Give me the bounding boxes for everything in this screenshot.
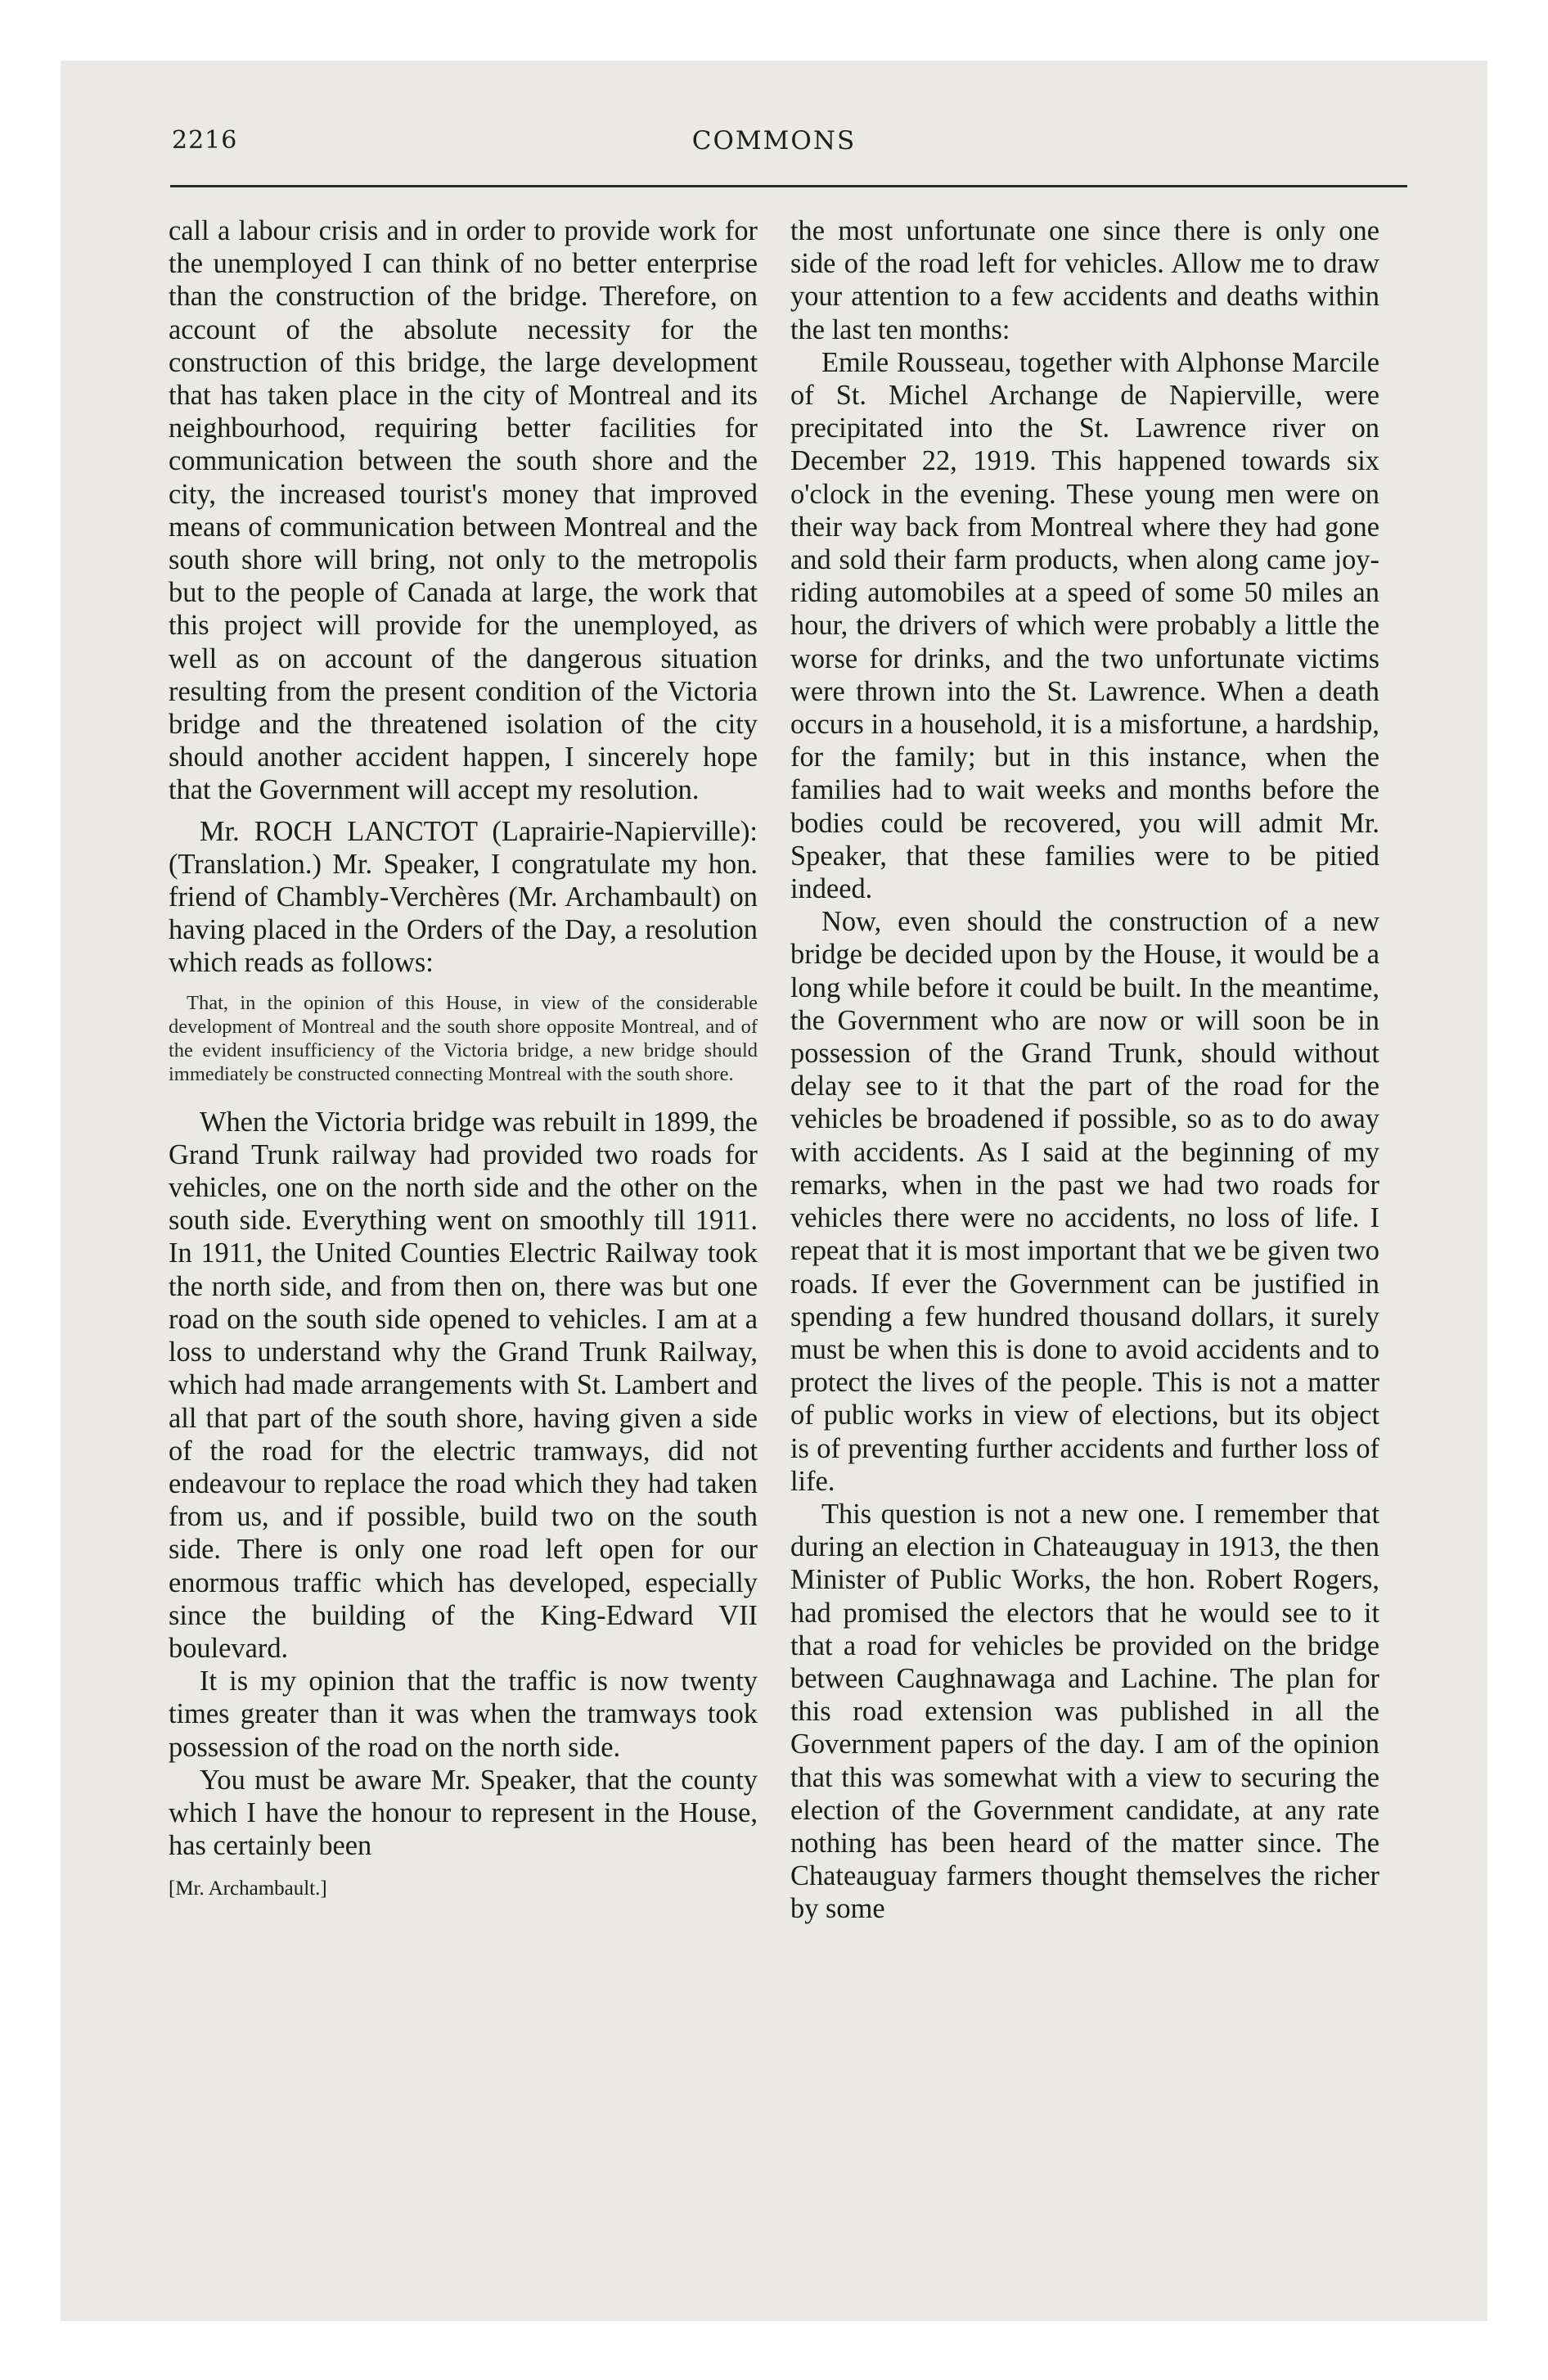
- page-header: [61, 126, 1487, 175]
- resolution-quote: That, in the opinion of this House, in view of the considerable development of Montreal and the south shore opposite Montreal, and of the evident insufficiency of the Victoria bridge, a new bridge should immediately be constructed connecting Montreal with the south shore.: [169, 991, 758, 1085]
- header-rule: [170, 185, 1407, 187]
- left-paragraph-2: Mr. ROCH LANCTOT (Laprairie-Napierville): (Translation.) Mr. Speaker, I congratulate my hon. friend of Chambly-Verchères (Mr. Archambault) on having placed in the Orders of the Day, a resolution which reads as follows:: [169, 815, 758, 979]
- right-paragraph-3: Now, even should the construction of a new bridge be decided upon by the House, it would be a long while before it could be built. In the meantime, the Government who are now or will soon be in possession of the Grand Trunk, should without delay see to it that the part of the road for the vehicles be broadened if possible, so as to do away with accidents. As I said at the beginning of my remarks, when in the past we had two roads for vehicles there were no accidents, no loss of life. I repeat that it is most important that we be given two roads. If ever the Government can be justified in spending a few hundred thousand dollars, it surely must be when this is done to avoid accidents and to protect the lives of the people. This is not a matter of public works in view of elections, but its object is of preventing further accidents and further loss of life.: [790, 906, 1379, 1497]
- left-paragraph-4: It is my opinion that the traffic is now twenty times greater than it was when the tramways took possession of the road on the north side.: [169, 1666, 758, 1763]
- left-paragraph-1: call a labour crisis and in order to provide work for the unemployed I can think of no better enterprise than the construction of the bridge. Therefore, on account of the absolute necessity for the construction of this bridge, the large development that has taken place in the city of Montreal and its neighbourhood, requiring better facilities for communication between the south shore and the city, the increased tourist's money that improved means of communication between Montreal and the south shore will bring, not only to the metropolis but to the people of Canada at large, the work that this project will provide for the unemployed, as well as on account of the dangerous situation resulting from the present condition of the Victoria bridge and the threatened isolation of the city should another accident happen, I sincerely hope that the Government will accept my resolution.: [169, 215, 758, 806]
- running-head: COMMONS: [691, 126, 857, 156]
- right-column: [790, 214, 1379, 1926]
- left-paragraph-3: When the Victoria bridge was rebuilt in 1899, the Grand Trunk railway had provided two roads for vehicles, one on the north side and the other on the south side. Everything went on smoothly till 1911. In 1911, the United Counties Electric Railway took the north side, and from then on, there was but one road on the south side opened to vehicles. I am at a loss to understand why the Grand Trunk Railway, which had made arrangements with St. Lambert and all that part of the south shore, having given a side of the road for the electric tramways, did not endeavour to replace the road which they had taken from us, and if possible, build two on the south side. There is only one road left open for our enormous traffic which has developed, especially since the building of the King-Edward VII boulevard.: [169, 1106, 758, 1664]
- page-number: 2216: [172, 126, 238, 155]
- right-paragraph-2: Emile Rousseau, together with Alphonse Marcile of St. Michel Archange de Napierville, were precipitated into the St. Lawrence river on December 22, 1919. This happened towards six o'clock in the evening. These young men were on their way back from Montreal where they had gone and sold their farm products, when along came joy-riding automobiles at a speed of some 50 miles an hour, the drivers of which were probably a little the worse for drinks, and the two unfortunate victims were thrown into the St. Lawrence. When a death occurs in a household, it is a misfortune, a hardship, for the family; but in this instance, when the families had to wait weeks and months before the bodies could be recovered, you will admit Mr. Speaker, that these families were to be pitied indeed.: [790, 346, 1379, 905]
- right-paragraph-1: the most unfortunate one since there is only one side of the road left for vehicles. Allow me to draw your attention to a few accidents and deaths within the last ten months:: [790, 215, 1379, 345]
- left-column: [169, 214, 758, 1901]
- document-page: [61, 61, 1487, 2321]
- left-paragraph-5: You must be aware Mr. Speaker, that the county which I have the honour to represent in the House, has certainly been: [169, 1764, 758, 1862]
- speaker-footer-note: [Mr. Archambault.]: [169, 1877, 327, 1900]
- right-paragraph-4: This question is not a new one. I remember that during an election in Chateauguay in 1913, the then Minister of Public Works, the hon. Robert Rogers, had promised the electors that he would see to it that a road for vehicles be provided on the bridge between Caughnawaga and Lachine. The plan for this road extension was published in all the Government papers of the day. I am of the opinion that this was somewhat with a view to securing the election of the Government candidate, at any rate nothing has been heard of the matter since. The Chateauguay farmers thought themselves the richer by some: [790, 1498, 1379, 1925]
